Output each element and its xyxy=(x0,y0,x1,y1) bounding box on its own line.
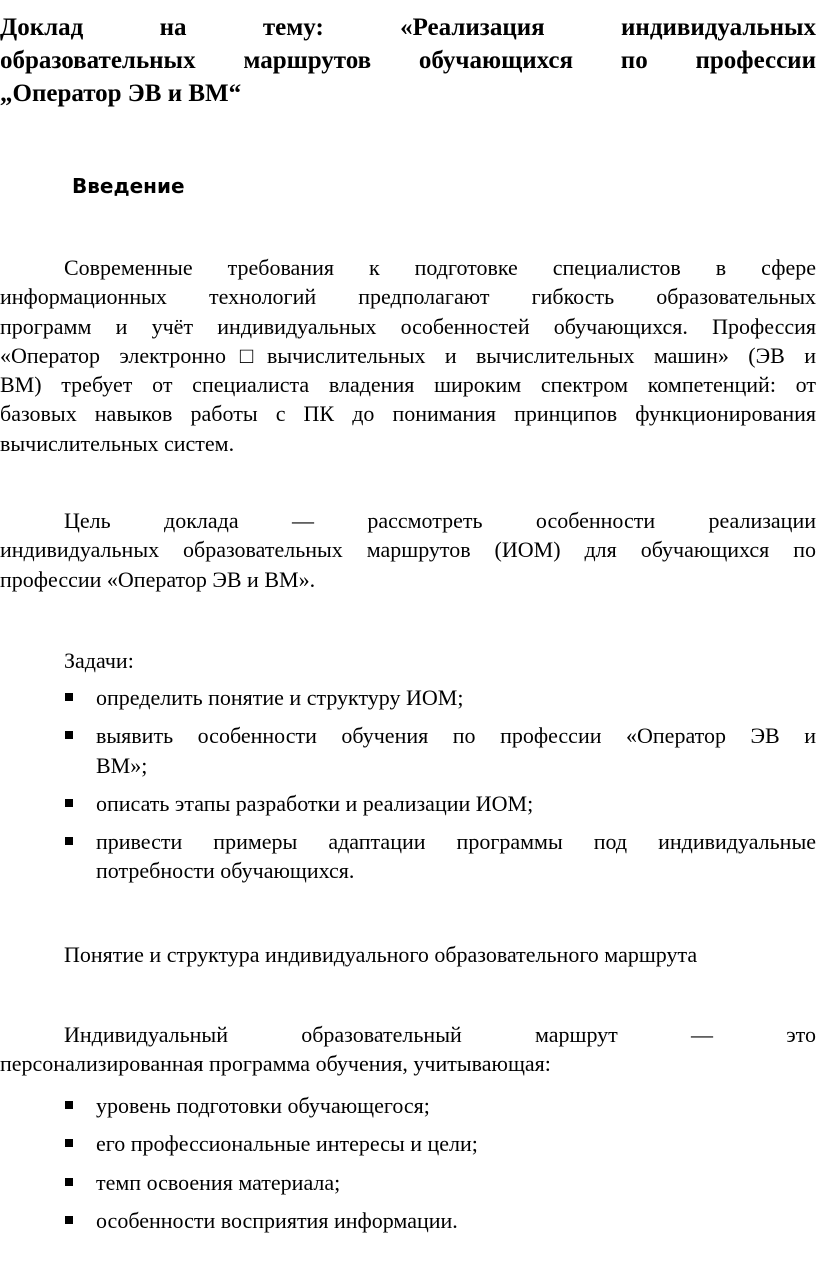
paragraph-line: персонализированная программа обучения, учитывающая: xyxy=(0,1051,551,1077)
list-item-text: ВМ»; xyxy=(96,752,148,778)
bullet-square-icon xyxy=(65,1101,73,1109)
paragraph-line: базовых навыков работы с ПК до понимания принципов функционирования xyxy=(0,401,816,427)
tasks-list xyxy=(0,683,816,886)
list-item xyxy=(0,789,816,818)
list-item xyxy=(0,1129,816,1158)
list-item xyxy=(0,1206,816,1235)
paragraph-line: индивидуальных образовательных маршрутов (ИОМ) для обучающихся по xyxy=(0,537,816,563)
title-line-2: образовательных маршрутов обучающихся по профессии xyxy=(0,47,816,74)
concept-heading: Понятие и структура индивидуального образовательного маршрута xyxy=(64,942,698,967)
list-item-text: темп освоения материала; xyxy=(96,1169,341,1195)
title-line-3: „Оператор ЭВ и ВМ“ xyxy=(0,80,242,107)
bullet-square-icon xyxy=(65,731,73,739)
list-item xyxy=(0,683,816,712)
list-item xyxy=(0,721,816,780)
list-item-text: уровень подготовки обучающегося; xyxy=(96,1093,430,1118)
bullet-square-icon xyxy=(65,1139,73,1147)
paragraph-line: «Оператор электронно□вычислительных и вычислительных машин» (ЭВ и xyxy=(0,342,816,368)
paragraph-line: Современные требования к подготовке специалистов в сфере xyxy=(64,255,816,280)
bullet-square-icon xyxy=(65,1216,73,1224)
title-line-1: Доклад на тему: «Реализация индивидуальных xyxy=(0,14,816,41)
paragraph-line: вычислительных систем. xyxy=(0,430,235,456)
definition-paragraph xyxy=(0,1020,816,1079)
goal-paragraph xyxy=(0,506,816,594)
bullet-square-icon xyxy=(65,1178,73,1186)
paragraph-line: Цель доклада — рассмотреть особенности реализации xyxy=(64,508,816,533)
paragraph-line: программ и учёт индивидуальных особенностей обучающихся. Профессия xyxy=(0,313,816,339)
bullet-square-icon xyxy=(65,693,73,701)
list-item-text: особенности восприятия информации. xyxy=(96,1207,458,1233)
list-item xyxy=(0,1091,816,1120)
paragraph-line: ВМ) требует от специалиста владения широким спектром компетенций: от xyxy=(0,372,816,398)
tasks-label: Задачи: xyxy=(64,648,134,673)
list-item-text: описать этапы разработки и реализации ИОМ; xyxy=(96,790,534,816)
bullet-square-icon xyxy=(65,837,73,845)
intro-heading: Введение xyxy=(72,174,185,198)
list-item xyxy=(0,827,816,886)
intro-paragraph xyxy=(0,253,816,458)
paragraph-line: информационных технологий предполагают гибкость образовательных xyxy=(0,284,816,310)
list-item-text: потребности обучающихся. xyxy=(96,858,355,884)
list-item-text: привести примеры адаптации программы под индивидуальные xyxy=(96,829,816,855)
list-item-text: определить понятие и структуру ИОМ; xyxy=(96,685,464,710)
factors-list xyxy=(0,1091,816,1235)
list-item-text: его профессиональные интересы и цели; xyxy=(96,1131,478,1157)
list-item-text: выявить особенности обучения по профессии «Оператор ЭВ и xyxy=(96,723,816,749)
bullet-square-icon xyxy=(65,799,73,807)
document-title xyxy=(0,11,816,110)
list-item xyxy=(0,1168,816,1197)
paragraph-line: профессии «Оператор ЭВ и ВМ». xyxy=(0,566,316,592)
paragraph-line: Индивидуальный образовательный маршрут — это xyxy=(64,1022,816,1047)
